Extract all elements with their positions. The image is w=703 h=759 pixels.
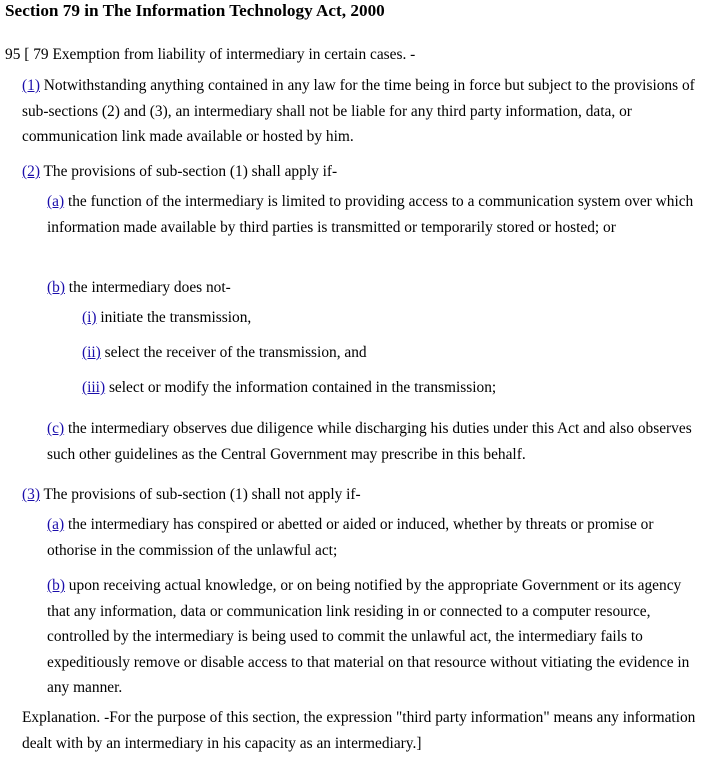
clause-3a [47, 512, 699, 563]
subsection-2 [22, 159, 698, 185]
clause-3b-link[interactable]: (b) [47, 577, 65, 594]
clause-3b [47, 573, 699, 701]
item-2b-iii-link[interactable]: (iii) [82, 379, 106, 396]
subsection-2-text: The provisions of sub-section (1) shall apply if- [39, 163, 338, 180]
clause-3b-text: upon receiving actual knowledge, or on being notified by the appropriate Government or its agency that any information, data or communication link residing in or connected to a computer resource, controlled by the intermediary is being used to commit the unlawful act, the intermediary fails to expeditiously remove or disable access to that material on that resource without vitiating the evidence in any manner. [47, 577, 690, 696]
subsection-3-text: The provisions of sub-section (1) shall not apply if- [39, 486, 361, 503]
explanation: Explanation. -For the purpose of this section, the expression "third party information" means any information dealt with by an intermediary in his capacity as an intermediary.] [22, 709, 696, 752]
clause-2c-link[interactable]: (c) [47, 420, 65, 437]
item-2b-i-text: initiate the transmission, [96, 309, 252, 326]
section-title: Section 79 in The Information Technology Act, 2000 [5, 1, 385, 20]
clause-2a-text: the function of the intermediary is limited to providing access to a communication system over which information made available by third parties is transmitted or temporarily stored or hosted; or [47, 193, 694, 236]
item-2b-iii [82, 375, 698, 401]
subsection-1-text: Notwithstanding anything contained in any law for the time being in force but subject to the provisions of sub-sections (2) and (3), an intermediary shall not be liable for any third party information, data, or communication link made available or hosted by him. [22, 77, 695, 145]
clause-2b-link[interactable]: (b) [47, 279, 65, 296]
clause-2a [47, 189, 699, 240]
item-2b-i-link[interactable]: (i) [82, 309, 97, 326]
clause-2b-text: the intermediary does not- [64, 279, 231, 296]
subsection-2-link[interactable]: (2) [22, 163, 40, 180]
subsection-1-link[interactable]: (1) [22, 77, 40, 94]
clause-2b [47, 275, 699, 301]
clause-2c [47, 416, 699, 467]
item-2b-ii-link[interactable]: (ii) [82, 344, 101, 361]
clause-3a-text: the intermediary has conspired or abetted or aided or induced, whether by threats or promise or othorise in the commission of the unlawful act; [47, 516, 654, 559]
item-2b-iii-text: select or modify the information contained in the transmission; [105, 379, 497, 396]
section-intro: 95 [ 79 Exemption from liability of intermediary in certain cases. - [5, 46, 416, 63]
clause-2a-link[interactable]: (a) [47, 193, 65, 210]
subsection-3 [22, 482, 698, 508]
clause-3a-link[interactable]: (a) [47, 516, 65, 533]
subsection-3-link[interactable]: (3) [22, 486, 40, 503]
item-2b-i [82, 305, 698, 331]
clause-2c-text: the intermediary observes due diligence while discharging his duties under this Act and also observes such other guidelines as the Central Government may prescribe in this behalf. [47, 420, 692, 463]
item-2b-ii-text: select the receiver of the transmission, and [100, 344, 367, 361]
item-2b-ii [82, 340, 698, 366]
subsection-1 [22, 73, 698, 150]
